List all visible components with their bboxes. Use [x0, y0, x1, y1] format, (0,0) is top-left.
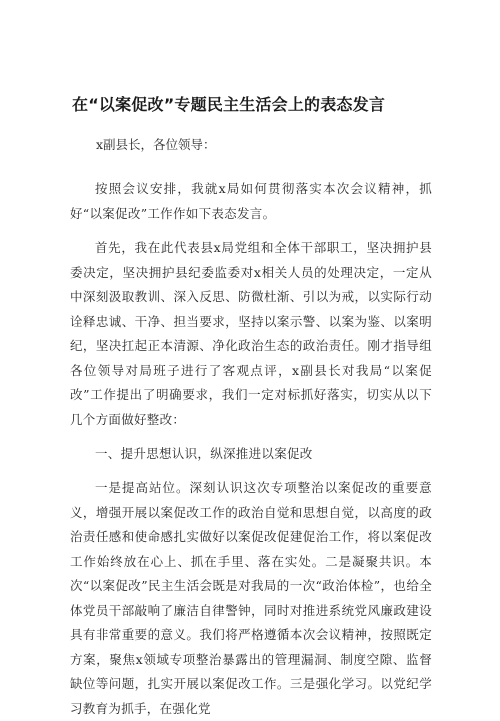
document-title: 在“以案促改”专题民主生活会上的表态发言 [72, 95, 386, 114]
section-heading: 一、提升思想认识，纵深推进以案促改 [95, 446, 313, 461]
paragraph-first: 首先，我在此代表县x局党组和全体干部职工，坚决拥护县委决定，坚决拥护县纪委监委对x相关人员的处理决定，一定从中深刻汲取教训、深入反思、防微杜渐、引以为戒，以实际行动诠释忠诚、干净、担当要求，坚持以案示警、以案为鉴、以案明纪，坚决扛起正本清源、净化政治生态的政治责任。刚才指导组各位领导对局班子进行了客观点评，x副县长对我局“以案促改”工作提出了明确要求，我们一定对标抓好落实，切实从以下几个方面做好整改： [70, 240, 432, 427]
salutation: x副县长，各位领导： [96, 137, 216, 152]
section-paragraph: 一是提高站位。深刻认识这次专项整治以案促改的重要意义，增强开展以案促改工作的政治自觉和思想自觉，以高度的政治责任感和使命感扎实做好以案促改促建促治工作，将以案促改工作始终放在心上、抓在手里、落在实处。二是凝聚共识。本次“以案促改”民主生活会既是对我局的一次“政治体检”，也给全体党员干部敲响了廉洁自律警钟，同时对推进系统党风廉政建设具有非常重要的意义。我们将严格遵循本次会议精神，按照既定方案，聚焦x领域专项整治暴露出的管理漏洞、制度空隙、监督缺位等问题，扎实开展以案促改工作。三是强化学习。以党纪学习教育为抓手，在强化党 [70, 480, 432, 716]
paragraph-opening: 按照会议安排，我就x局如何贯彻落实本次会议精神，抓好“以案促改”工作作如下表态发言。 [70, 181, 432, 221]
